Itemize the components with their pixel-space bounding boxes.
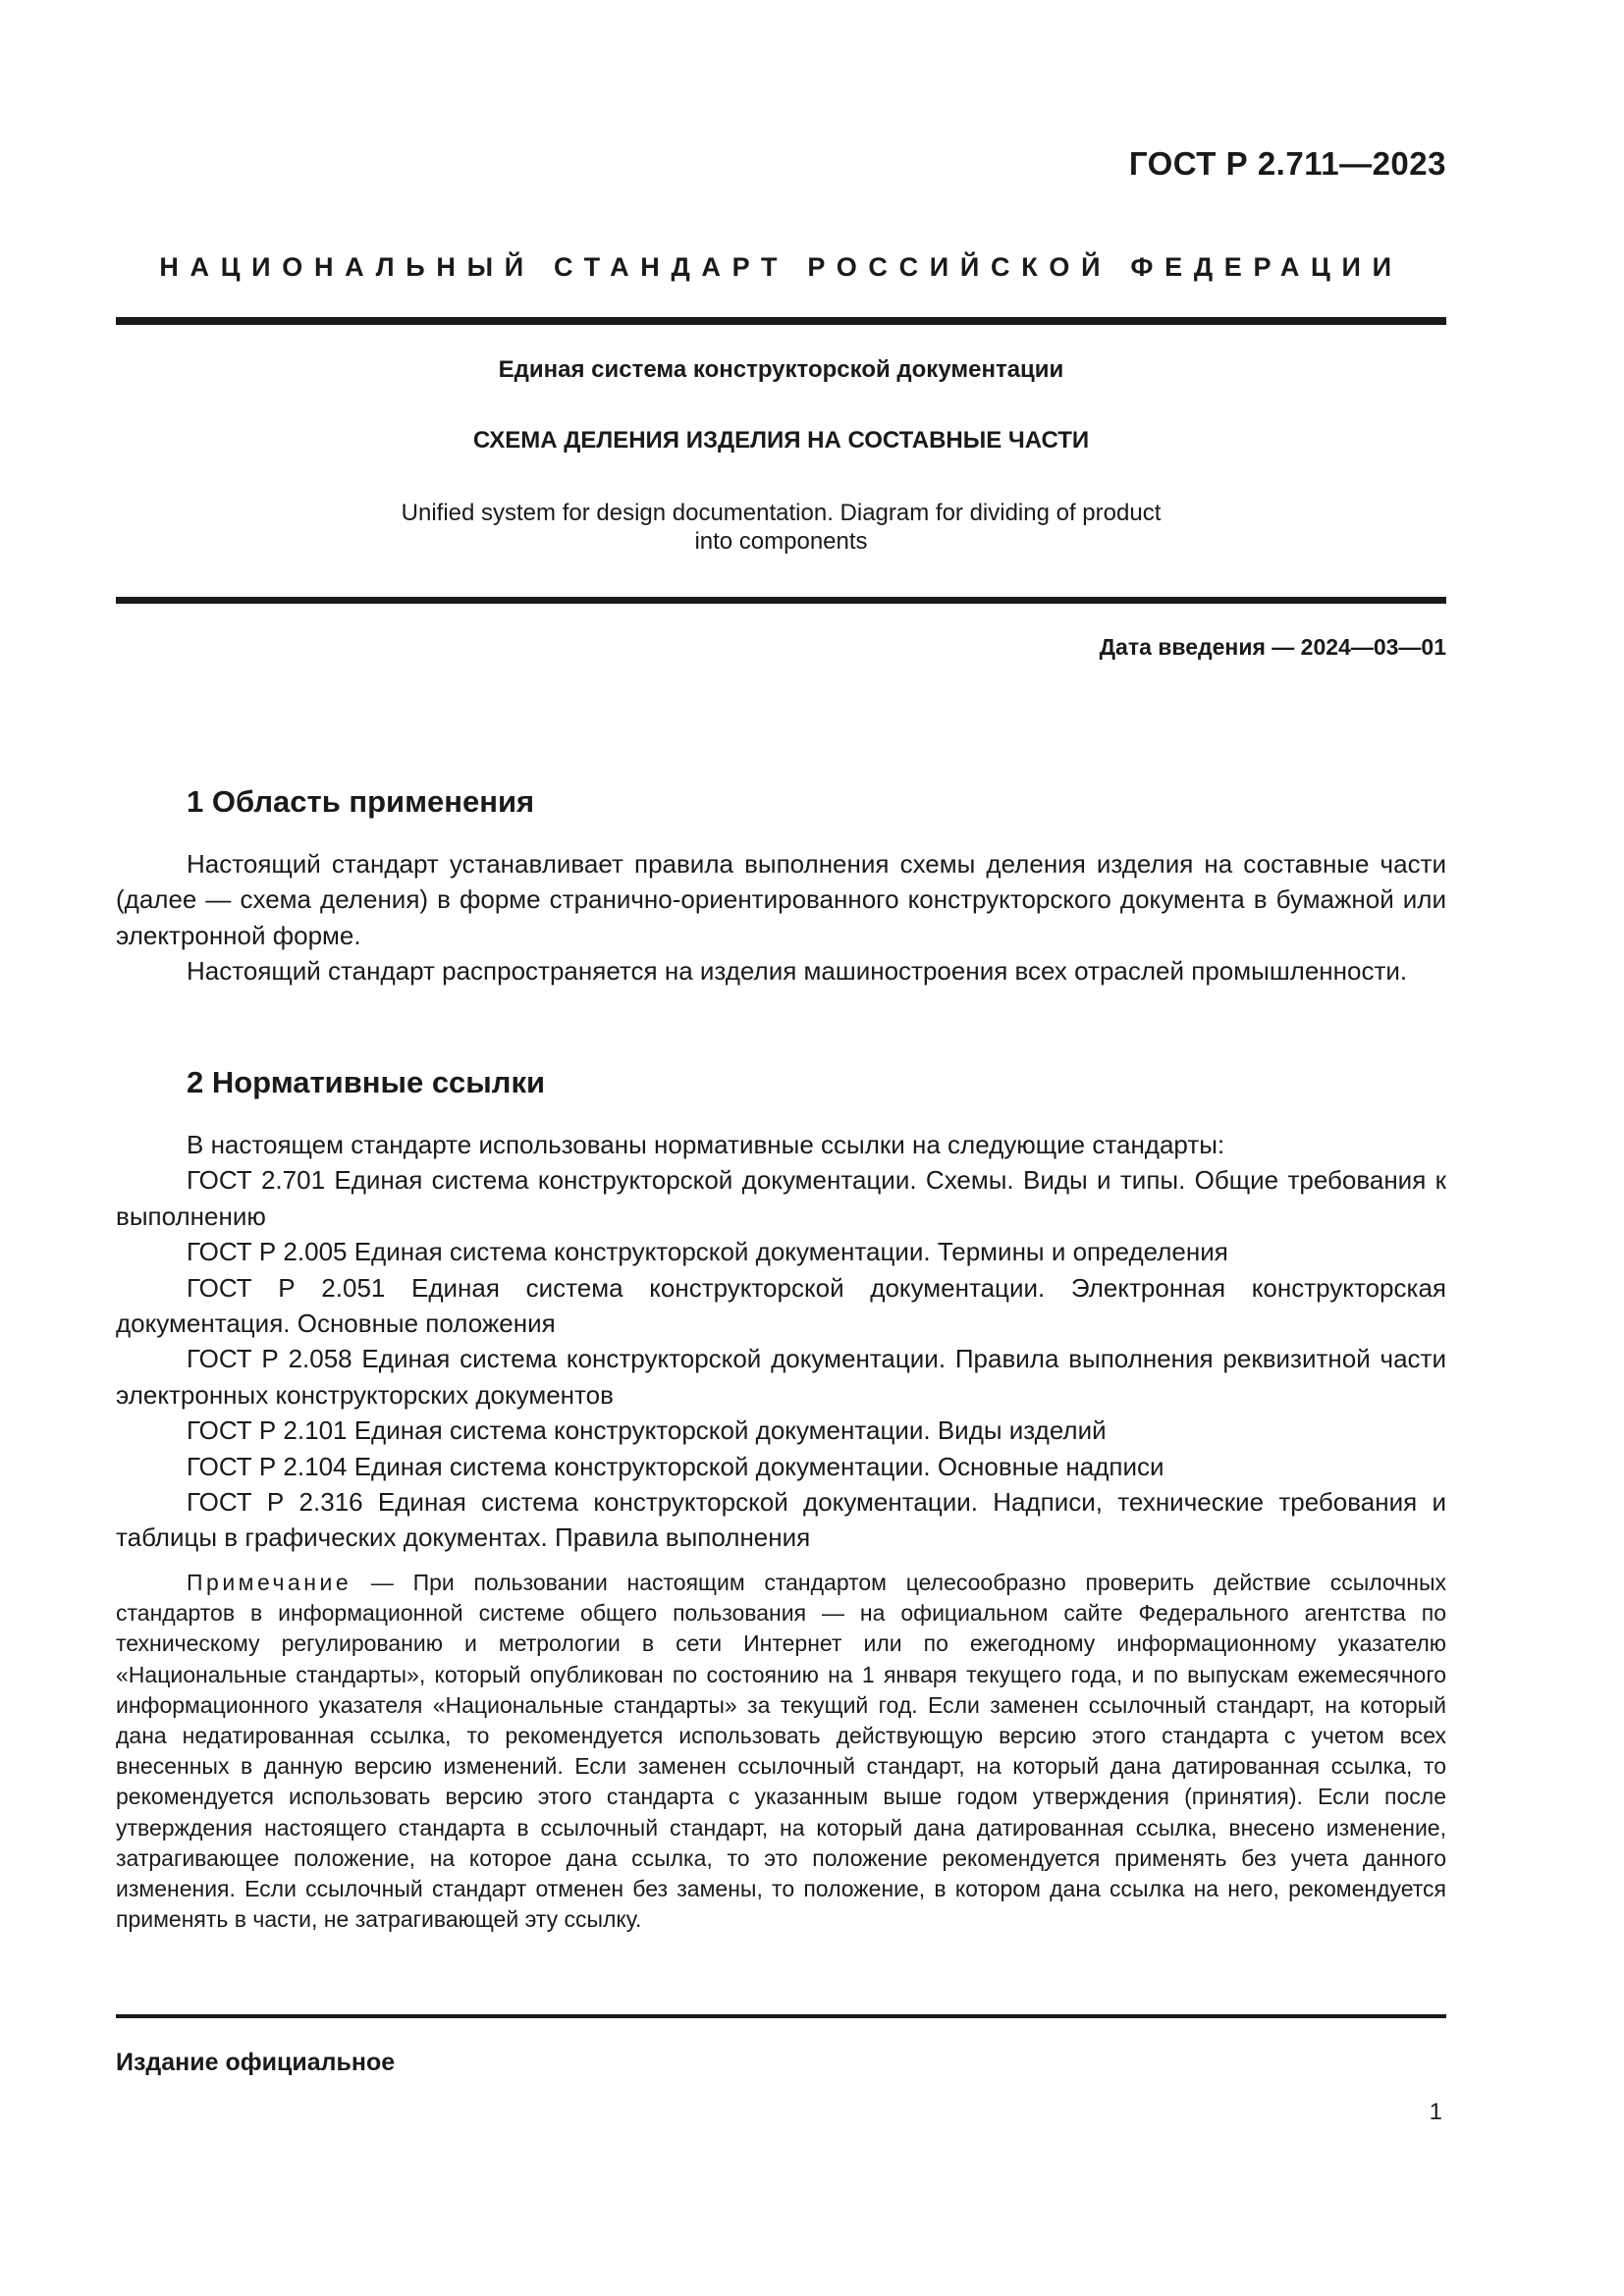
reference-item: ГОСТ 2.701 Единая система конструкторской документации. Схемы. Виды и типы. Общие требования к выполнению [116, 1165, 1446, 1231]
official-edition-label: Издание официальное [116, 2049, 396, 2076]
reference-item: ГОСТ Р 2.051 Единая система конструкторской документации. Электронная конструкторская документация. Основные положения [116, 1272, 1446, 1339]
scope-paragraph: Настоящий стандарт распространяется на изделия машиностроения всех отраслей промышленности. [187, 956, 1408, 987]
references-intro: В настоящем стандарте использованы нормативные ссылки на следующие стандарты: [187, 1130, 1225, 1159]
english-title-line-1: Unified system for design documentation. Diagram for dividing of product [401, 500, 1162, 526]
note-text: — При пользовании настоящим стандартом целесообразно проверить действие ссылочных стандартов в информационной системе общего пользования — на официальном сайте Федерального агентства по техническому регулированию и метрологии в сети Интернет или по ежегодному информационному указателю «Национальные стандарты», который опубликован по состоянию на 1 января текущего года, и по выпускам ежемесячного информационного указателя «Национальные стандарты» за текущий год. Если заменен ссылочный стандарт, на который дана недатированная ссылка, то рекомендуется использовать действующую версию этого стандарта с учетом всех внесенных в данную версию изменений. Если заменен ссылочный стандарт, на который дана датированная ссылка, то рекомендуется использовать версию этого стандарта с указанным выше годом утверждения (принятия). Если после утверждения настоящего стандарта в ссылочный стандарт, на который дана датированная ссылка, внесено изменение, затрагивающее положение, на которое дана ссылка, то это положение рекомендуется применять без учета данного изменения. Если ссылочный стандарт отменен без замены, то положение, в котором дана ссылка на него, рекомендуется применять в части, не затрагивающей эту ссылку. [116, 1570, 1446, 1933]
reference-item: ГОСТ Р 2.104 Единая система конструкторской документации. Основные надписи [187, 1451, 1164, 1481]
page-number: 1 [1429, 2099, 1442, 2125]
reference-item: ГОСТ Р 2.101 Единая система конструкторской документации. Виды изделий [187, 1415, 1107, 1446]
standard-title: СХЕМА ДЕЛЕНИЯ ИЗДЕЛИЯ НА СОСТАВНЫЕ ЧАСТИ [472, 427, 1090, 454]
normative-references-body [116, 1127, 1446, 1556]
reference-item: ГОСТ Р 2.005 Единая система конструкторской документации. Термины и определения [187, 1237, 1228, 1267]
section-heading-normative-references: 2 Нормативные ссылки [187, 1065, 546, 1099]
reference-item: ГОСТ Р 2.058 Единая система конструкторской документации. Правила выполнения реквизитной части электронных конструкторских документов [116, 1344, 1446, 1410]
references-note [116, 1568, 1446, 1935]
scope-body [116, 846, 1446, 989]
reference-item: ГОСТ Р 2.316 Единая система конструкторской документации. Надписи, технические требования и таблицы в графических документах. Правила выполнения [116, 1487, 1446, 1553]
title-divider [116, 597, 1446, 604]
section-heading-scope: 1 Область применения [187, 784, 535, 819]
top-divider [116, 317, 1446, 325]
national-standard-banner: НАЦИОНАЛЬНЫЙ СТАНДАРТ РОССИЙСКОЙ ФЕДЕРАЦИИ [159, 252, 1403, 282]
document-code: ГОСТ Р 2.711—2023 [1128, 145, 1446, 182]
introduction-date: Дата введения — 2024—03—01 [1099, 634, 1446, 660]
system-name: Единая система конструкторской документации [498, 356, 1064, 383]
scope-paragraph: Настоящий стандарт устанавливает правила выполнения схемы деления изделия на составные части (далее — схема деления) в форме странично-ориентированного конструкторского документа в бумажной или электронной форме. [116, 849, 1446, 950]
document-page [116, 0, 1446, 2296]
english-title-line-2: into components [694, 528, 868, 555]
note-paragraph [116, 1568, 1446, 1935]
note-label: Примечание [187, 1570, 352, 1595]
footer-divider [116, 2014, 1446, 2018]
